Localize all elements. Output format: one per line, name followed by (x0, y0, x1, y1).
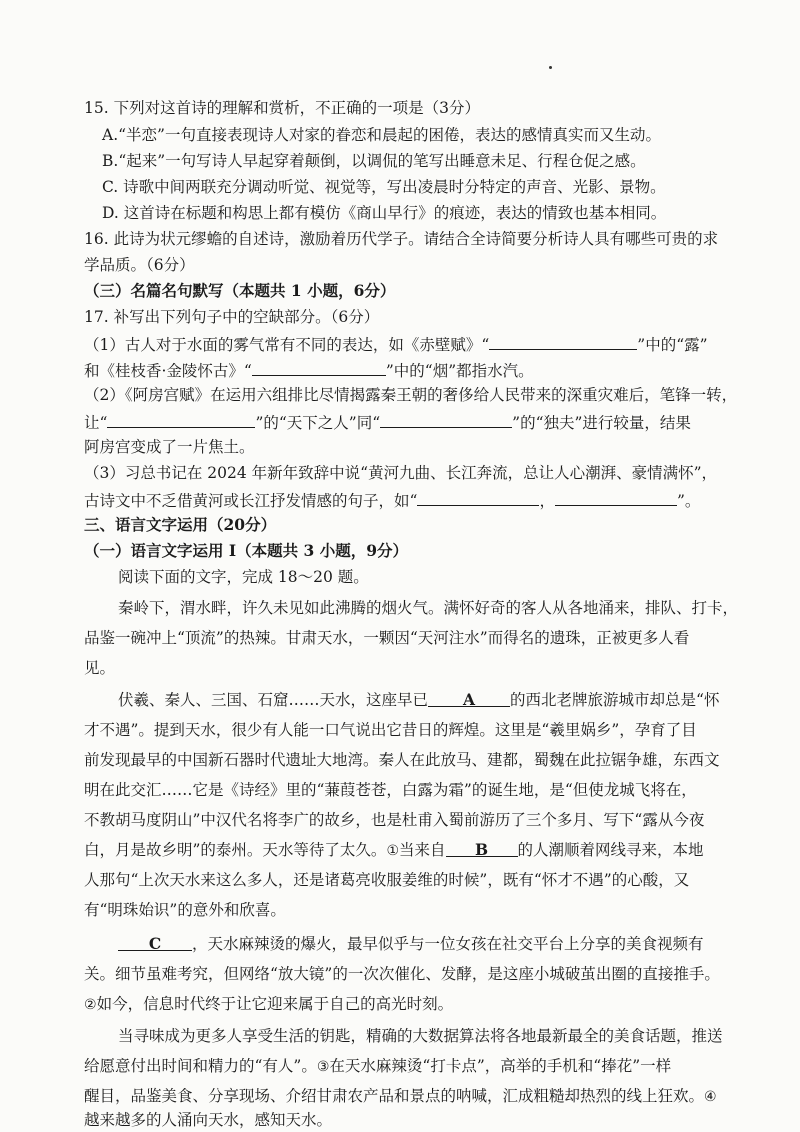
section-heading-mingpian: （三）名篇名句默写（本题共 1 小题，6分） (84, 281, 396, 300)
q17-blank-4[interactable] (380, 411, 512, 428)
sentence-marker-3: ③ (316, 1059, 330, 1075)
passage-p4-text-a: 给愿意付出时间和精力的“有人”。 (84, 1057, 317, 1075)
passage-p2-line4: 明在此交汇……它是《诗经》里的“蒹葭苍苍，白露为霜”的诞生地，是“但使龙城飞将在， (84, 781, 697, 799)
q17-blank-5[interactable] (417, 489, 539, 506)
passage-p2-text-c: 白，月是故乡明”的泰州。天水等待了太久。 (84, 841, 387, 859)
q17-item1-text-a: （1）古人对于水面的雾气常有不同的表达，如《赤壁赋》“ (84, 336, 490, 354)
scan-speck (549, 66, 552, 69)
q17-item3-line2 (84, 489, 700, 511)
q17-item2-line2 (84, 411, 691, 433)
passage-p4-line1: 当寻味成为更多人享受生活的钥匙，精确的大数据算法将各地最新最全的美食话题，推送 (118, 1027, 723, 1045)
passage-p2-line7: 人那句“上次天水来这么多人，还是诸葛亮收服姜维的时候”，既有“怀才不遇”的心酸，又 (84, 871, 690, 889)
blank-c-label: C (148, 934, 162, 953)
q17-item1-text-b: ”中的“露” (637, 336, 708, 354)
q17-item3-text-a: 古诗文中不乏借黄河或长江抒发情感的句子，如“ (84, 492, 418, 510)
passage-p2-line5: 不教胡马度阴山”中汉代名将李广的故乡，也是杜甫入蜀前游历了三个多月、写下“露从今夜 (84, 811, 705, 829)
sentence-marker-2: ② (84, 997, 97, 1013)
passage-p2-text-e: 的人潮顺着网线寻来，本地 (517, 841, 704, 859)
q16-line-1: 16. 此诗为状元缪蟾的自述诗，激励着历代学子。请结合全诗简要分析诗人具有哪些可贵的求 (84, 230, 719, 248)
q17-item1-text-d: ”中的“烟”都指水汽。 (385, 362, 534, 380)
reading-intro: 阅读下面的文字，完成 18～20 题。 (118, 568, 369, 586)
passage-p2-line3: 前发现最早的中国新石器时代遗址大地湾。秦人在此放马、建都，蜀魏在此拉锯争雄，东西文 (84, 751, 720, 769)
part3-heading: 三、语言文字运用（20分） (84, 515, 277, 534)
passage-p2-line1 (118, 690, 719, 710)
passage-p3-text-a: ，天水麻辣烫的爆火，最早似乎与一位女孩在社交平台上分享的美食视频有 (192, 935, 704, 953)
q15-option-d: D. 这首诗在标题和构思上都有模仿《商山早行》的痕迹，表达的情致也基本相同。 (102, 204, 667, 222)
q17-item2-text-c: ”的“独夫”进行较量，结果 (512, 414, 691, 432)
q15-option-c: C. 诗歌中间两联充分调动听觉、视觉等，写出凌晨时分特定的声音、光影、景物。 (102, 178, 666, 196)
q17-item3-line1: （3）习总书记在 2024 年新年致辞中说“黄河九曲、长江奔流，总让人心潮湃、豪情满怀”， (84, 464, 718, 482)
q17-item2-line3: 阿房宫变成了一片焦土。 (84, 438, 255, 456)
q15-stem: 15. 下列对这首诗的理解和赏析，不正确的一项是（3分） (84, 99, 480, 117)
passage-p1-line3: 见。 (84, 659, 116, 677)
passage-p3-text-b: 如今，信息时代终于让它迎来属于自己的高光时刻。 (96, 995, 454, 1013)
q17-item2-text-a: 让“ (84, 414, 108, 432)
passage-p2-text-d: 当来自 (399, 841, 446, 859)
q17-item1-line1 (84, 333, 708, 355)
q17-stem: 17. 补写出下列句子中的空缺部分。（6分） (84, 308, 380, 326)
q17-item1-line2 (84, 359, 534, 381)
passage-p1-line1: 秦岭下，渭水畔，许久未见如此沸腾的烟火气。满怀好奇的客人从各地涌来，排队、打卡， (118, 599, 739, 617)
q17-blank-2[interactable] (252, 359, 386, 376)
passage-blank-c[interactable] (118, 934, 192, 951)
sentence-marker-1: ① (386, 843, 399, 859)
passage-p3-line1 (118, 934, 704, 954)
q17-item2-text-b: ”的“天下之人”同“ (255, 414, 381, 432)
sub1-heading: （一）语言文字运用 I（本题共 3 小题，9分） (84, 541, 409, 560)
q16-line-2: 学品质。（6分） (84, 256, 195, 274)
passage-p2-line2: 才不遇”。提到天水，很少有人能一口气说出它昔日的辉煌。这里是“羲里娲乡”，孕育了目 (84, 721, 697, 739)
passage-p4-line4: 越来越多的人涌向天水，感知天水。 (84, 1111, 333, 1129)
passage-p3-line2: 关。细节虽难考究，但网络“放大镜”的一次次催化、发酵，是这座小城破茧出圈的直接推手。 (84, 965, 720, 983)
q17-item3-text-c: ”。 (676, 492, 701, 510)
q17-item1-text-c: 和《桂枝香·金陵怀古》“ (84, 362, 252, 380)
q15-option-b: B.“起来”一句写诗人早起穿着颠倒，以调侃的笔写出睡意未足、行程仓促之感。 (102, 152, 646, 170)
passage-p2-text-a: 伏羲、秦人、三国、石窟……天水，这座早已 (118, 691, 429, 709)
q17-item2-line1: （2）《阿房宫赋》在运用六组排比尽情揭露秦王朝的奢侈给人民带来的深重灾难后，笔锋一转， (84, 386, 738, 404)
passage-p2-text-b: 的西北老牌旅游城市却总是“怀 (510, 691, 720, 709)
blank-a-label: A (463, 690, 476, 709)
q15-option-a: A.“半恋”一句直接表现诗人对家的眷恋和晨起的困倦，表达的感情真实而又生动。 (102, 126, 661, 144)
sentence-marker-4: ④ (704, 1089, 717, 1105)
q17-blank-6[interactable] (555, 489, 677, 506)
blank-b-label: B (474, 840, 489, 859)
q17-blank-1[interactable] (489, 333, 637, 350)
passage-blank-b[interactable] (446, 840, 518, 857)
passage-p4-text-b: 在天水麻辣烫“打卡点”，高举的手机和“捧花”一样 (329, 1057, 672, 1075)
passage-p1-line2: 品鉴一碗冲上“顶流”的热辣。甘肃天水，一颗因“天河注水”而得名的遗珠，正被更多人看 (84, 629, 690, 647)
passage-p4-text-c: 醒目，品鉴美食、分享现场、介绍甘肃农产品和景点的呐喊，汇成粗糙却热烈的线上狂欢。 (84, 1087, 705, 1105)
passage-p4-line3 (84, 1086, 717, 1107)
passage-p3-line3 (84, 994, 453, 1015)
passage-p2-line8: 有“明珠始识”的意外和欣喜。 (84, 901, 286, 919)
q17-item3-text-b: ， (539, 492, 555, 510)
passage-blank-a[interactable] (428, 690, 510, 707)
passage-p2-line6 (84, 840, 704, 861)
passage-p4-line2 (84, 1056, 671, 1077)
q17-blank-3[interactable] (107, 411, 255, 428)
